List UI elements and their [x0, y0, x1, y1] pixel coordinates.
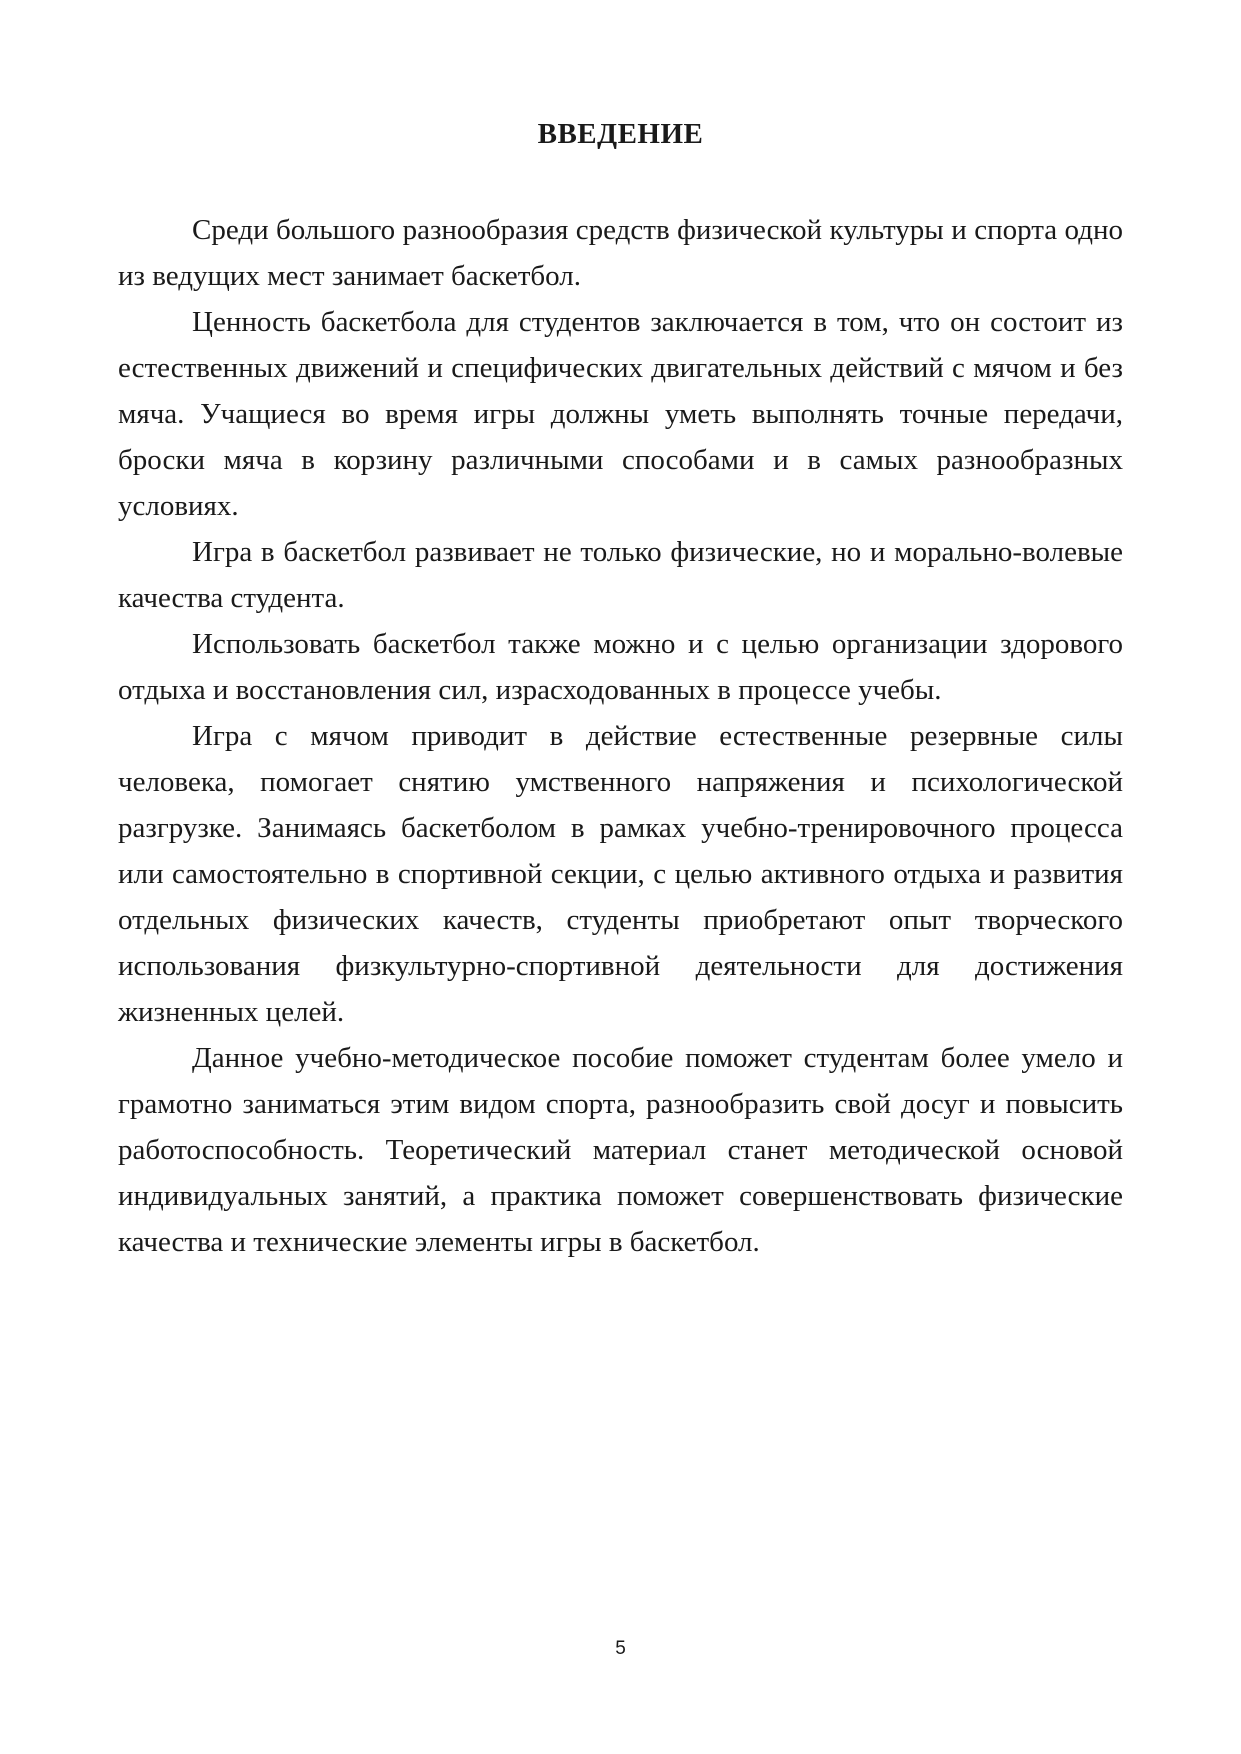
page-title: ВВЕДЕНИЕ — [537, 118, 704, 150]
paragraph: Игра с мячом приводит в действие естественные резервные силы человека, помогает снятию умственного напряжения и психологической разгрузке. Занимаясь баскетболом в рамках учебно-тренировочного процесса или самостоятельно в спортивной секции, с целью активного отдыха и развития отдельных физических качеств, студенты приобретают опыт творческого использования физкультурно-спортивной деятельности для достижения жизненных целей. — [118, 720, 1123, 1028]
page-number: 5 — [615, 1638, 626, 1659]
paragraph: Данное учебно-методическое пособие поможет студентам более умело и грамотно заниматься этим видом спорта, разнообразить свой досуг и повысить работоспособность. Теоретический материал станет методической основой индивидуальных занятий, а практика поможет совершенствовать физические качества и технические элементы игры в баскетбол. — [118, 1042, 1123, 1258]
paragraph: Использовать баскетбол также можно и с целью организации здорового отдыха и восстановления сил, израсходованных в процессе учебы. — [118, 628, 1123, 706]
paragraph: Среди большого разнообразия средств физической культуры и спорта одно из ведущих мест занимает баскетбол. — [118, 214, 1123, 292]
paragraph: Игра в баскетбол развивает не только физические, но и морально-волевые качества студента. — [118, 536, 1123, 614]
paragraph: Ценность баскетбола для студентов заключается в том, что он состоит из естественных движений и специфических двигательных действий с мячом и без мяча. Учащиеся во время игры должны уметь выполнять точные передачи, броски мяча в корзину различными способами и в самых разнообразных условиях. — [118, 306, 1123, 522]
body-text — [118, 207, 1123, 1265]
